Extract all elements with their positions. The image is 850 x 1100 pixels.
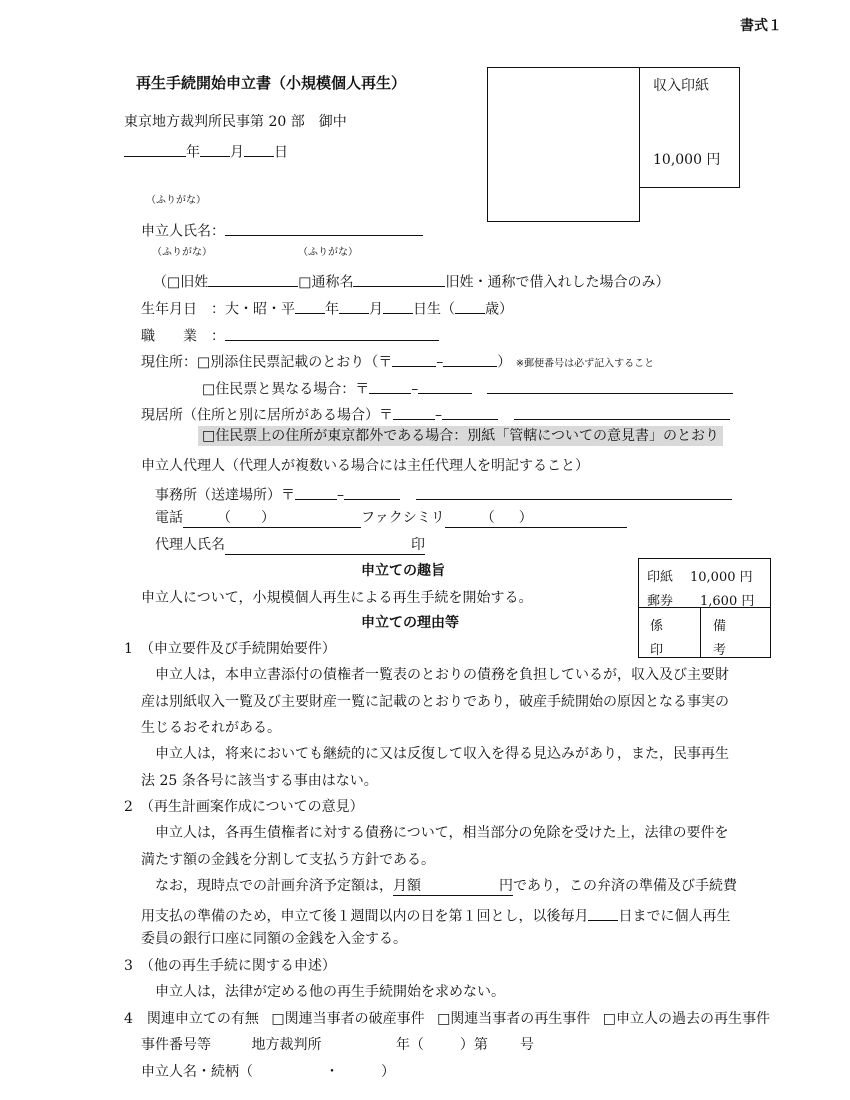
stamp-paste-area: [487, 67, 640, 222]
checkbox-past-rehabilitation[interactable]: □申立人の過去の再生事件: [602, 1011, 770, 1027]
alt-address-field[interactable]: [487, 378, 733, 394]
section3-text: 申立人は，法律が定める他の再生手続開始を求めない。: [155, 984, 505, 1000]
outside-tokyo-row[interactable]: □住民票上の住所が東京都外である場合：別紙「管轄についての意見書」のとおり: [198, 428, 723, 445]
section2-text: 満たす額の金銭を分割して支払う方針である。: [141, 852, 435, 868]
section1-text: 申立人は，本申立書添付の債権者一覧表のとおりの債務を負担しているが，収入及び主要財: [155, 667, 729, 683]
day-blank[interactable]: [244, 141, 274, 157]
postal-code-2[interactable]: [443, 351, 497, 367]
clerk-cell-2: 印: [650, 643, 664, 658]
relation-row: 申立人名・続柄（ ・ ）: [141, 1064, 395, 1080]
page-title: 再生手続開始申立書（小規模個人再生）: [136, 74, 407, 92]
occupation-row: 職 業 ：: [141, 325, 439, 345]
remarks-cell-1: 備: [713, 619, 727, 634]
common-name-field[interactable]: [353, 271, 445, 287]
fax-field[interactable]: （ ）: [445, 510, 627, 528]
office-postal-1[interactable]: [295, 484, 337, 500]
section2-payment-row: なお，現時点での計画弁済予定額は，月額 円であり，この弁済の準備及び手続費: [155, 878, 737, 894]
residence-row: 現居所（住所と別に居所がある場合）〒 –: [141, 404, 730, 424]
agent-name-row: 代理人氏名 印: [155, 537, 425, 553]
residence-postal-2[interactable]: [442, 404, 498, 420]
birth-year-field[interactable]: [295, 298, 325, 314]
fee-postage-label: 郵券: [647, 594, 674, 609]
agent-header: 申立人代理人（代理人が複数いる場合には主任代理人を明記すること）: [141, 458, 589, 474]
section2-text: 委員の銀行口座に同額の金銭を入金する。: [141, 931, 407, 947]
case-number-row: 事件番号等 地方裁判所 年（ ）第 号: [141, 1037, 534, 1053]
checkbox-related-bankruptcy[interactable]: □関連当事者の破産事件: [271, 1011, 425, 1027]
alt-postal-1[interactable]: [369, 378, 411, 394]
fee-stamp-value: 10,000 円: [690, 570, 753, 585]
address-row: 現住所：□別添住民票記載のとおり（〒 – ） ※郵便番号は必ず記入すること: [141, 351, 654, 371]
applicant-name-row: 申立人氏名：: [141, 220, 423, 240]
furigana-common-name: （ふりがな）: [298, 247, 358, 258]
monthly-day-field[interactable]: [588, 905, 618, 921]
furigana-label: （ふりがな）: [146, 195, 206, 206]
section1-title: 1 （申立要件及び手続開始要件）: [124, 641, 336, 657]
agent-office-row: 事務所（送達場所）〒 –: [155, 484, 732, 504]
birth-day-field[interactable]: [383, 298, 413, 314]
old-name-row: （□旧姓 □通称名 旧姓・通称で借入れした場合のみ）: [153, 271, 669, 291]
phone-field[interactable]: （ ）: [183, 510, 361, 528]
year-blank[interactable]: [124, 141, 186, 157]
furigana-old-name: （ふりがな）: [152, 247, 212, 258]
fee-postage-value: 1,600 円: [700, 594, 755, 609]
alt-address-row: □住民票と異なる場合：〒 –: [202, 378, 733, 398]
office-address-field[interactable]: [416, 484, 732, 500]
court-name: 東京地方裁判所民事第 20 部 御中: [124, 114, 347, 130]
fee-stamp-label: 印紙: [647, 570, 674, 585]
section3-title: 3 （他の再生手続に関する申述）: [124, 958, 336, 974]
section2-schedule-row: 用支払の準備のため，申立て後１週間以内の日を第１回とし，以後毎月 日までに個人再生: [141, 905, 730, 925]
section1-text: 申立人は，将来においても継続的に又は反復して収入を得る見込みがあり，また，民事再生: [155, 746, 729, 762]
clerk-cell-1: 係: [650, 619, 664, 634]
reasons-heading: 申立ての理由等: [361, 615, 459, 631]
monthly-amount-field[interactable]: 月額 円: [393, 878, 513, 894]
purpose-heading: 申立ての趣旨: [361, 563, 445, 579]
age-field[interactable]: [455, 298, 485, 314]
form-number: 書式１: [740, 18, 782, 34]
agent-phone-row: 電話 （ ） ファクシミリ （ ）: [155, 510, 627, 528]
checkbox-related-rehabilitation[interactable]: □関連当事者の再生事件: [437, 1011, 591, 1027]
section1-text: 産は別紙収入一覧及び主要財産一覧に記載のとおりであり，破産手続開始の原因となる事実の: [141, 694, 729, 710]
applicant-name-field[interactable]: [225, 220, 423, 236]
birth-month-field[interactable]: [339, 298, 369, 314]
old-name-field[interactable]: [208, 271, 298, 287]
office-postal-2[interactable]: [344, 484, 400, 500]
section2-text: 申立人は，各再生債権者に対する債務について，相当部分の免除を受けた上，法律の要件を: [155, 825, 729, 841]
residence-postal-1[interactable]: [393, 404, 435, 420]
postal-note: ※郵便番号は必ず記入すること: [515, 358, 655, 370]
filing-date: 年 月 日: [124, 141, 288, 161]
month-blank[interactable]: [200, 141, 230, 157]
remarks-cell-2: 考: [713, 643, 727, 658]
postal-code-1[interactable]: [392, 351, 436, 367]
birth-date-row: 生年月日 ：大・昭・平 年 月 日生（ 歳）: [141, 298, 513, 318]
alt-postal-2[interactable]: [418, 378, 472, 394]
stamp-label: 収入印紙: [653, 78, 709, 94]
section2-title: 2 （再生計画案作成についての意見）: [124, 799, 364, 815]
occupation-field[interactable]: [225, 325, 439, 341]
section1-text: 法 25 条各号に該当する事由はない。: [141, 773, 378, 789]
residence-address-field[interactable]: [514, 404, 730, 420]
agent-name-field[interactable]: 印: [225, 537, 425, 555]
stamp-amount: 10,000 円: [653, 152, 721, 168]
section1-text: 生じるおそれがある。: [141, 720, 281, 736]
section4-row: 4 関連申立ての有無 □関連当事者の破産事件 □関連当事者の再生事件 □申立人の過去の再生事件: [124, 1011, 770, 1027]
purpose-text: 申立人について，小規模個人再生による再生手続を開始する。: [141, 590, 533, 606]
